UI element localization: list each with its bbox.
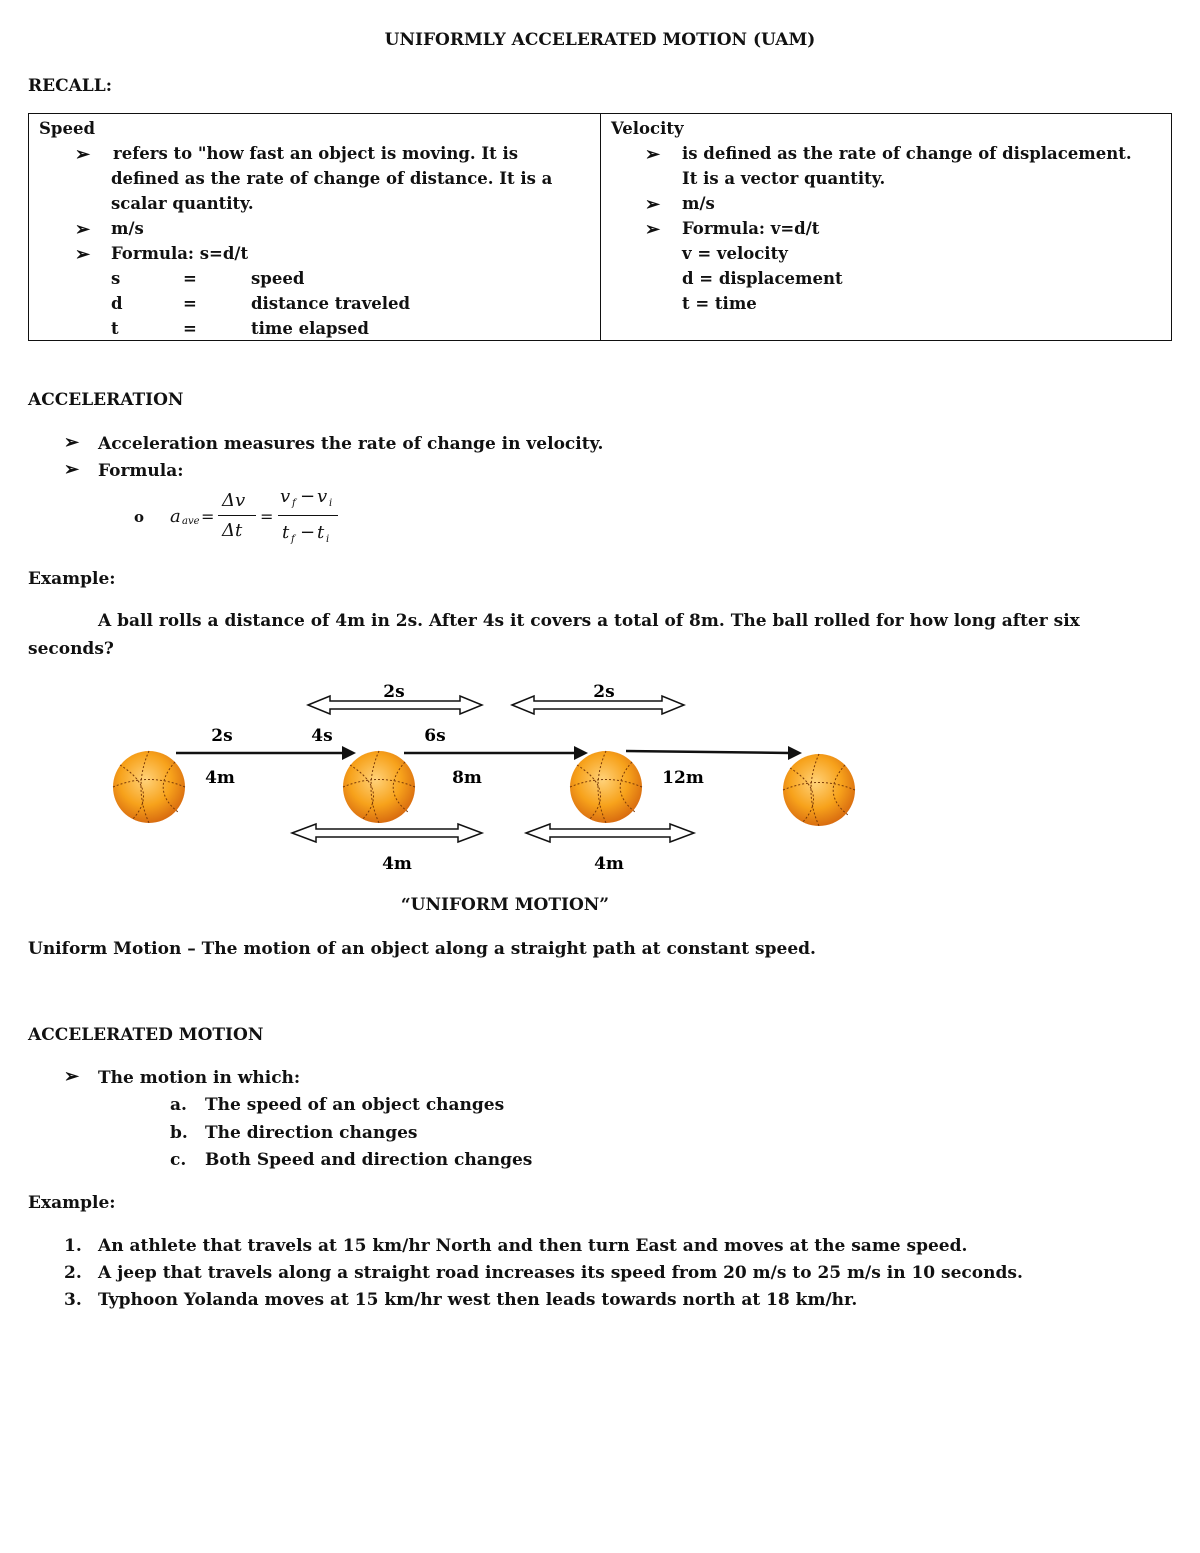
speed-formula: Formula: s=d/t bbox=[111, 244, 249, 263]
arrow-bullet-icon: ➢ bbox=[645, 194, 661, 215]
list-item: Both Speed and direction changes bbox=[205, 1150, 533, 1170]
example-text: seconds? bbox=[28, 639, 114, 659]
velocity-def: t = time bbox=[682, 294, 757, 313]
velocity-unit: m/s bbox=[682, 194, 715, 213]
speed-label: Speed bbox=[39, 119, 95, 138]
acceleration-heading: ACCELERATION bbox=[28, 390, 184, 410]
double-arrow-icon bbox=[292, 824, 482, 842]
distance-label: 8m bbox=[452, 768, 482, 788]
recall-table bbox=[28, 113, 1172, 341]
list-marker: 3. bbox=[64, 1290, 82, 1310]
distance-label: 4m bbox=[205, 768, 235, 788]
velocity-formula: Formula: v=d/t bbox=[682, 219, 820, 238]
list-item: The direction changes bbox=[205, 1123, 418, 1143]
velocity-def: d = displacement bbox=[682, 269, 843, 288]
def-equals: = bbox=[183, 319, 197, 338]
arrow-bullet-icon: ➢ bbox=[64, 459, 80, 480]
formula-den2-a: t bbox=[282, 522, 290, 543]
basketball-icon bbox=[343, 751, 415, 823]
example-item: Typhoon Yolanda moves at 15 km/hr west then leads towards north at 18 km/hr. bbox=[98, 1290, 858, 1310]
uniform-motion-caption: “UNIFORM MOTION” bbox=[400, 895, 610, 915]
arrow-bullet-icon: ➢ bbox=[645, 219, 661, 240]
fraction-bar bbox=[278, 515, 338, 516]
basketball-icon bbox=[113, 751, 185, 823]
fraction-bar bbox=[218, 515, 256, 516]
formula-num2-a-sub: f bbox=[292, 498, 296, 509]
speed-bullet-line: refers to "how fast an object is moving. It is bbox=[113, 144, 519, 163]
velocity-label: Velocity bbox=[611, 119, 684, 138]
basketball-icon bbox=[570, 751, 642, 823]
arrow-bullet-icon: ➢ bbox=[64, 432, 80, 453]
double-arrow-icon bbox=[526, 824, 694, 842]
page-title: UNIFORMLY ACCELERATED MOTION (UAM) bbox=[384, 30, 816, 50]
speed-unit: m/s bbox=[111, 219, 144, 238]
acceleration-bullet: Acceleration measures the rate of change in velocity. bbox=[98, 434, 604, 454]
accelerated-motion-heading: ACCELERATED MOTION bbox=[28, 1025, 264, 1045]
formula-den2-b: t bbox=[317, 522, 325, 543]
list-marker: c. bbox=[170, 1150, 187, 1170]
formula-marker: o bbox=[134, 508, 145, 526]
list-marker: b. bbox=[170, 1123, 188, 1143]
top-time-label: 2s bbox=[383, 682, 405, 702]
recall-heading: RECALL: bbox=[28, 76, 112, 96]
formula-minus: − bbox=[300, 486, 316, 507]
time-label: 4s bbox=[311, 726, 333, 746]
speed-bullet-line: scalar quantity. bbox=[111, 194, 254, 213]
formula-den2-b-sub: i bbox=[326, 534, 330, 545]
list-marker: 1. bbox=[64, 1236, 82, 1256]
formula-lhs: a bbox=[170, 506, 181, 527]
velocity-def: v = velocity bbox=[682, 244, 788, 263]
arrow-bullet-icon: ➢ bbox=[64, 1066, 80, 1087]
list-marker: 2. bbox=[64, 1263, 82, 1283]
list-marker: a. bbox=[170, 1095, 187, 1115]
example-item: A jeep that travels along a straight road increases its speed from 20 m/s to 25 m/s in 10 seconds. bbox=[98, 1263, 1023, 1283]
def-symbol: s bbox=[111, 269, 121, 288]
velocity-line: is defined as the rate of change of displacement. bbox=[682, 144, 1132, 163]
formula-minus: − bbox=[300, 522, 316, 543]
example-label: Example: bbox=[28, 569, 116, 589]
formula-num2-a: v bbox=[280, 486, 291, 507]
def-symbol: t bbox=[111, 319, 119, 338]
bottom-distance-label: 4m bbox=[382, 854, 412, 874]
formula-lhs-sub: ave bbox=[182, 516, 200, 527]
arrow-bullet-icon: ➢ bbox=[645, 144, 661, 165]
basketball-icon bbox=[783, 754, 855, 826]
distance-label: 12m bbox=[662, 768, 704, 788]
arrow-bullet-icon: ➢ bbox=[75, 144, 91, 165]
def-description: time elapsed bbox=[251, 319, 369, 338]
formula-num2-b-sub: i bbox=[329, 498, 333, 509]
example-text: A ball rolls a distance of 4m in 2s. After 4s it covers a total of 8m. The ball rolled for how long after six bbox=[98, 611, 1080, 631]
velocity-line: It is a vector quantity. bbox=[682, 169, 886, 188]
example-label: Example: bbox=[28, 1193, 116, 1213]
formula-den2-a-sub: f bbox=[291, 534, 295, 545]
list-item: The speed of an object changes bbox=[205, 1095, 505, 1115]
formula-num2-b: v bbox=[317, 486, 328, 507]
formula-den1: Δt bbox=[222, 520, 243, 541]
time-label: 2s bbox=[211, 726, 233, 746]
table-divider bbox=[600, 114, 601, 340]
motion-arrow bbox=[626, 746, 802, 760]
def-equals: = bbox=[183, 294, 197, 313]
arrow-bullet-icon: ➢ bbox=[75, 219, 91, 240]
motion-arrow bbox=[176, 746, 356, 760]
bottom-distance-label: 4m bbox=[594, 854, 624, 874]
time-label: 6s bbox=[424, 726, 446, 746]
motion-arrow bbox=[404, 746, 588, 760]
def-symbol: d bbox=[111, 294, 123, 313]
acceleration-formula bbox=[168, 488, 348, 548]
uniform-motion-definition: Uniform Motion – The motion of an object along a straight path at constant speed. bbox=[28, 939, 816, 959]
acceleration-bullet: Formula: bbox=[98, 461, 184, 481]
accelerated-motion-bullet: The motion in which: bbox=[98, 1068, 301, 1088]
def-equals: = bbox=[183, 269, 197, 288]
example-item: An athlete that travels at 15 km/hr North and then turn East and moves at the same speed. bbox=[98, 1236, 968, 1256]
formula-equals: = bbox=[201, 507, 215, 526]
def-description: speed bbox=[251, 269, 305, 288]
uniform-motion-diagram bbox=[0, 670, 1200, 880]
top-time-label: 2s bbox=[593, 682, 615, 702]
arrow-bullet-icon: ➢ bbox=[75, 244, 91, 265]
formula-equals: = bbox=[260, 507, 274, 526]
speed-bullet-line: defined as the rate of change of distance. It is a bbox=[111, 169, 553, 188]
formula-num1: Δv bbox=[222, 490, 246, 511]
def-description: distance traveled bbox=[251, 294, 411, 313]
